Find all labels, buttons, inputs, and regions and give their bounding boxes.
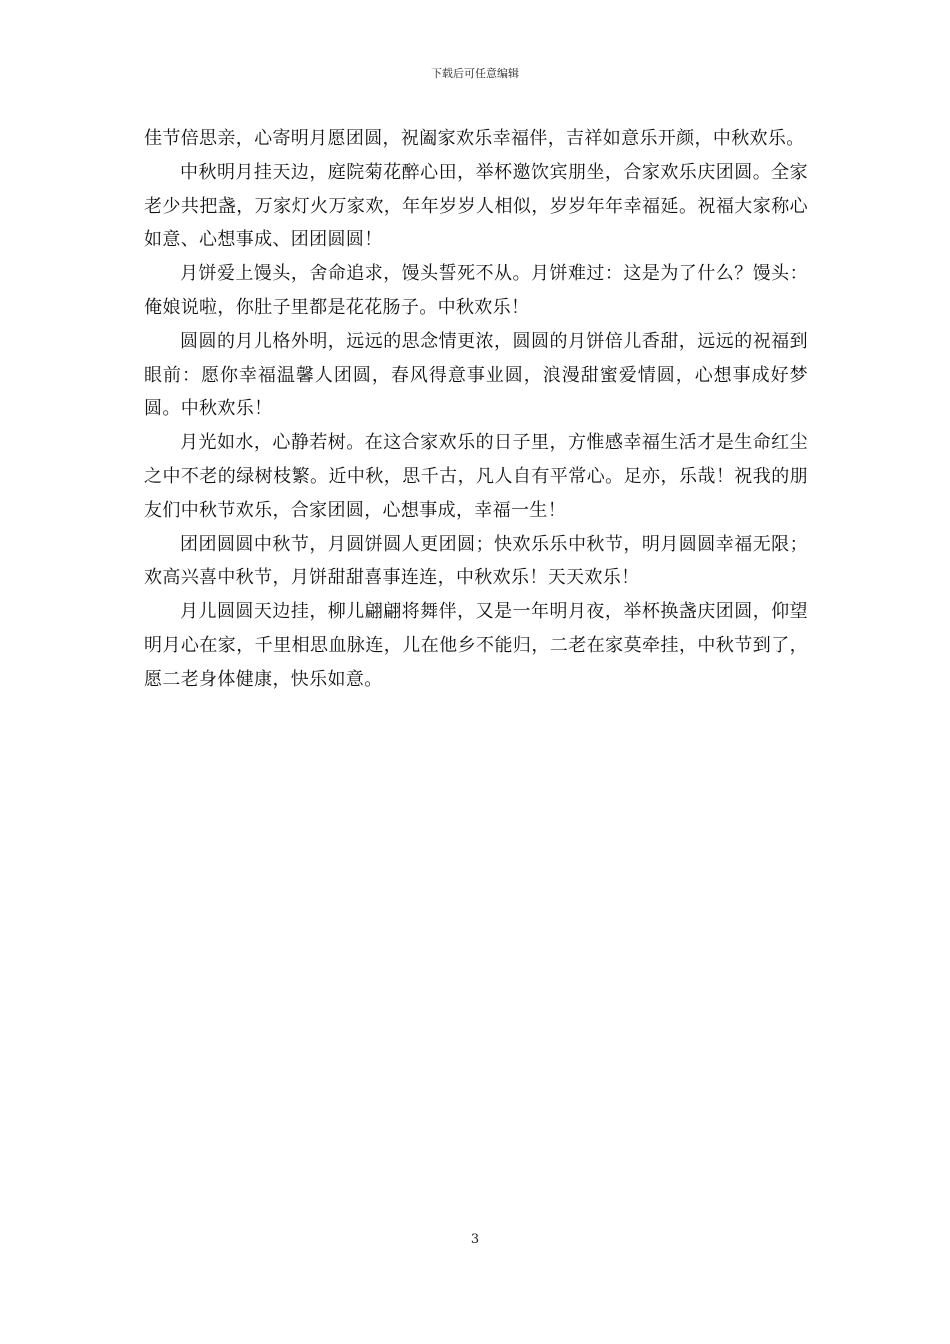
paragraph-1: 佳节倍思亲，心寄明月愿团圆，祝阖家欢乐幸福伴，吉祥如意乐开颜，中秋欢乐。 [144,128,805,149]
page-number: 3 [470,1232,480,1247]
paragraph-6: 团团圆圆中秋节，月圆饼圆人更团圆；快欢乐乐中秋节，明月圆圆幸福无限；欢高兴喜中秋节，月饼甜甜喜事连连，中秋欢乐！天天欢乐！ [144,533,808,589]
document-body [144,122,808,697]
paragraph-4: 圆圆的月儿格外明，远远的思念情更浓，圆圆的月饼倍儿香甜，远远的祝福到眼前：愿你幸福温馨人团圆，春风得意事业圆，浪漫甜蜜爱情圆，心想事成好梦圆。中秋欢乐！ [144,330,808,420]
paragraph-5: 月光如水，心静若树。在这合家欢乐的日子里，方惟感幸福生活才是生命红尘之中不老的绿树枝繁。近中秋，思千古，凡人自有平常心。足亦，乐哉！祝我的朋友们中秋节欢乐，合家团圆，心想事成，幸福一生！ [144,432,808,521]
paragraph-7: 月儿圆圆天边挂，柳儿翩翩将舞伴，又是一年明月夜，举杯换盏庆团圆，仰望明月心在家，千里相思血脉连，儿在他乡不能归，二老在家莫牵挂，中秋节到了，愿二老身体健康，快乐如意。 [144,601,808,690]
paragraph-2: 中秋明月挂天边，庭院菊花醉心田，举杯邀饮宾朋坐，合家欢乐庆团圆。全家老少共把盏，万家灯火万家欢，年年岁岁人相似，岁岁年年幸福延。祝福大家称心如意、心想事成、团团圆圆！ [144,161,808,251]
paragraph-3: 月饼爱上馒头，舍命追求，馒头誓死不从。月饼难过：这是为了什么？馒头：俺娘说啦，你肚子里都是花花肠子。中秋欢乐！ [144,263,808,318]
page-header: 下载后可任意编辑 [431,67,519,80]
